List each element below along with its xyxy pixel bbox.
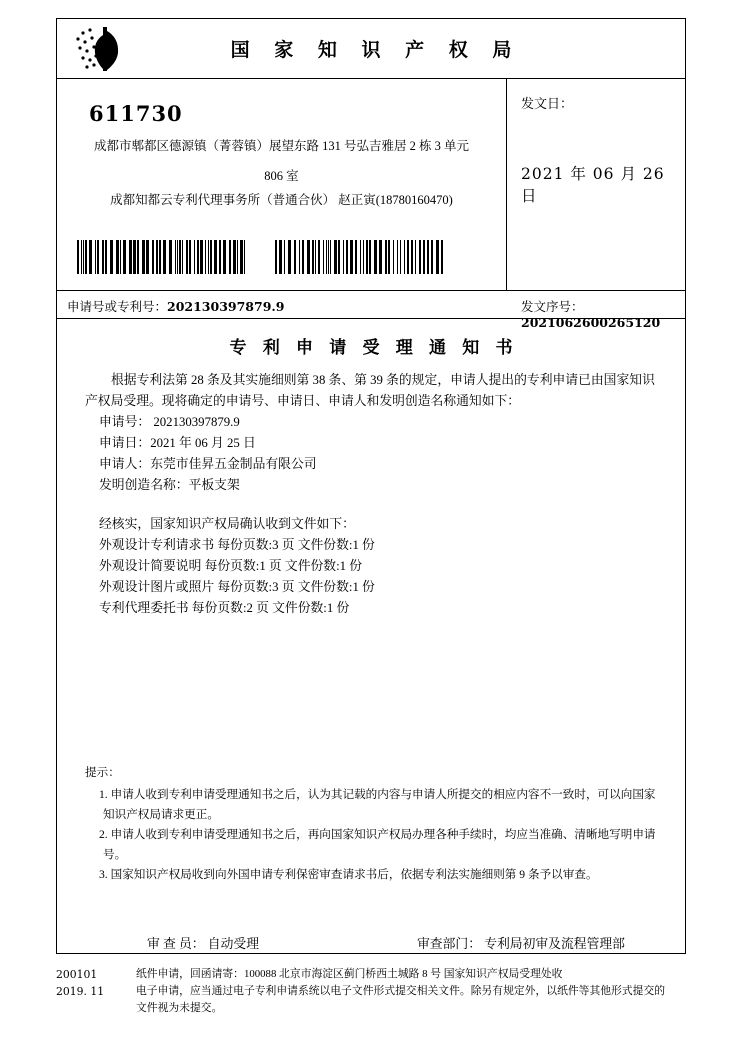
office-title: 国 家 知 识 产 权 局 (230, 39, 521, 61)
document-footer (56, 966, 688, 1017)
document-header (57, 19, 685, 79)
agent-line: 成都知都云专利代理事务所（普通合伙） 赵正寅(18780160470) (110, 193, 453, 207)
department-field (417, 933, 625, 952)
field-invention-name: 发明创造名称：平板支架 (99, 478, 240, 492)
tip-item: 1. 申请人收到专利申请受理通知书之后，认为其记载的内容与申请人所提交的相应内容不一致时，可以向国家知识产权局请求更正。 (99, 788, 656, 821)
numbers-row (57, 291, 685, 330)
received-document-item: 专利代理委托书 每份页数:2 页 文件份数:1 份 (99, 601, 350, 615)
received-document-item: 外观设计专利请求书 每份页数:3 页 文件份数:1 份 (99, 538, 375, 552)
field-applicant: 申请人：东莞市佳昇五金制品有限公司 (99, 457, 317, 471)
barcode-application (77, 240, 245, 274)
legal-basis-paragraph: 根据专利法第 28 条及其实施细则第 38 条、第 39 条的规定，申请人提出的专利申请已由国家知识产权局受理。现将确定的申请号、申请日、申请人和发明创造名称通知如下： (85, 373, 655, 408)
application-number-cell (67, 297, 284, 315)
examiner-label: 审 查 员： (147, 937, 205, 951)
department-value: 专利局初审及流程管理部 (484, 937, 625, 951)
address-line-2: 806 室 (264, 169, 299, 183)
field-application-date: 申请日：2021 年 06 月 25 日 (99, 436, 256, 450)
department-label: 审查部门： (417, 937, 481, 951)
tips-section (85, 763, 663, 885)
footer-code-2: 2019. 11 (56, 985, 105, 998)
serial-number-cell (507, 297, 685, 331)
footer-line-2: 电子申请，应当通过电子专利申请系统以电子文件形式提交相关文件。除另有规定外，以纸件等其他形式提交的 (136, 985, 666, 997)
documents-received-heading: 经核实，国家知识产权局确认收到文件如下： (99, 517, 355, 531)
footer-line-3: 文件视为未提交。 (136, 1002, 223, 1014)
footer-code-1: 200101 (56, 968, 98, 981)
serial-number-label: 发文序号： (521, 300, 584, 314)
received-document-item: 外观设计简要说明 每份页数:1 页 文件份数:1 份 (99, 559, 363, 573)
footer-line-1: 纸件申请，回函请寄：100088 北京市海淀区蓟门桥西土城路 8 号 国家知识产权局受理处收 (136, 968, 563, 980)
barcode-area (57, 240, 507, 274)
address-date-band (57, 79, 685, 291)
received-document-item: 外观设计图片或照片 每份页数:3 页 文件份数:1 份 (99, 580, 375, 594)
document-body (57, 333, 685, 968)
address-line-1: 成都市郫都区德源镇（菁蓉镇）展望东路 131 号弘吉雅居 2 栋 3 单元 (93, 139, 469, 153)
issue-date-block (507, 79, 685, 290)
issue-date-value: 2021 年 06 月 26 日 (521, 165, 665, 205)
serial-number-value: 2021062600265120 (521, 315, 661, 330)
addressee-block (57, 79, 507, 290)
examiner-field (147, 933, 259, 952)
document-frame (56, 18, 686, 954)
field-application-number: 申请号： 202130397879.9 (99, 415, 240, 429)
application-number-label: 申请号或专利号： (67, 300, 168, 314)
tip-item: 2. 申请人收到专利申请受理通知书之后，再向国家知识产权局办理各种手续时，均应当准确、清晰地写明申请号。 (99, 828, 656, 861)
postal-code: 611730 (89, 101, 183, 126)
tip-item: 3. 国家知识产权局收到向外国申请专利保密审查请求书后，依据专利法实施细则第 9 条予以审查。 (99, 868, 598, 881)
tips-heading: 提示： (85, 766, 120, 779)
document-title: 专 利 申 请 受 理 通 知 书 (229, 338, 519, 357)
issue-date-label: 发文日： (521, 96, 574, 111)
application-number-value: 202130397879.9 (167, 299, 285, 314)
examiner-value: 自动受理 (207, 937, 259, 951)
barcode-serial (275, 240, 443, 274)
